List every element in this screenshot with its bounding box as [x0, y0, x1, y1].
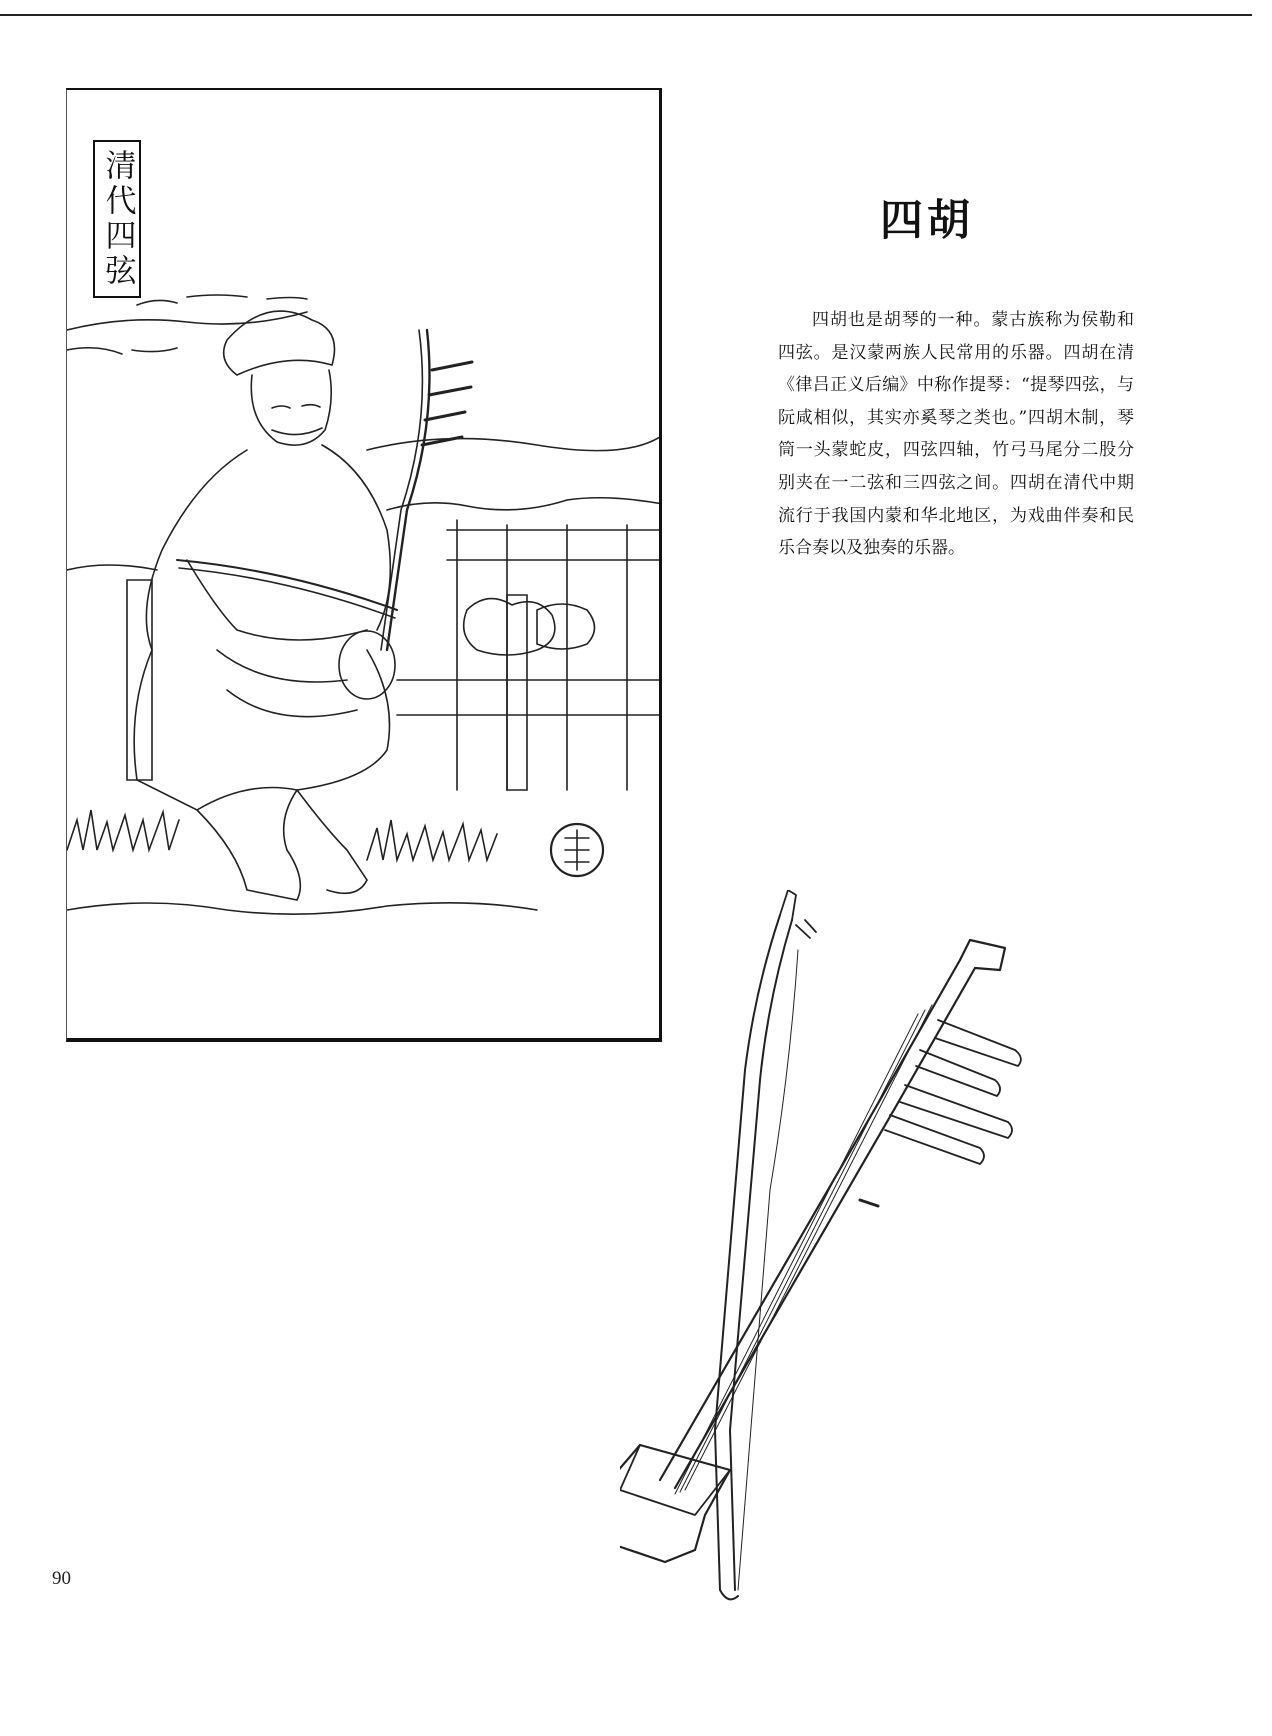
top-rule: [0, 14, 1252, 16]
musician-drawing: [67, 90, 662, 1042]
sihu-instrument-drawing: [620, 890, 1120, 1620]
musician-illustration: [66, 88, 662, 1042]
page-title: 四胡: [880, 195, 974, 246]
illustration-caption-text: 清代四弦: [99, 149, 136, 289]
illustration-caption: [93, 140, 141, 298]
article-body: 四胡也是胡琴的一种。蒙古族称为侯勒和四弦。是汉蒙两族人民常用的乐器。四胡在清《律吕正义后编》中称作提琴：“提琴四弦，与阮咸相似，其实亦奚琴之类也。”四胡木制，琴筒一头蒙蛇皮，四弦四轴，竹弓马尾分二股分别夹在一二弦和三四弦之间。四胡在清代中期流行于我国内蒙和华北地区，为戏曲伴奏和民乐合奏以及独奏的乐器。: [778, 310, 1134, 559]
page-number: 90: [52, 1568, 71, 1589]
